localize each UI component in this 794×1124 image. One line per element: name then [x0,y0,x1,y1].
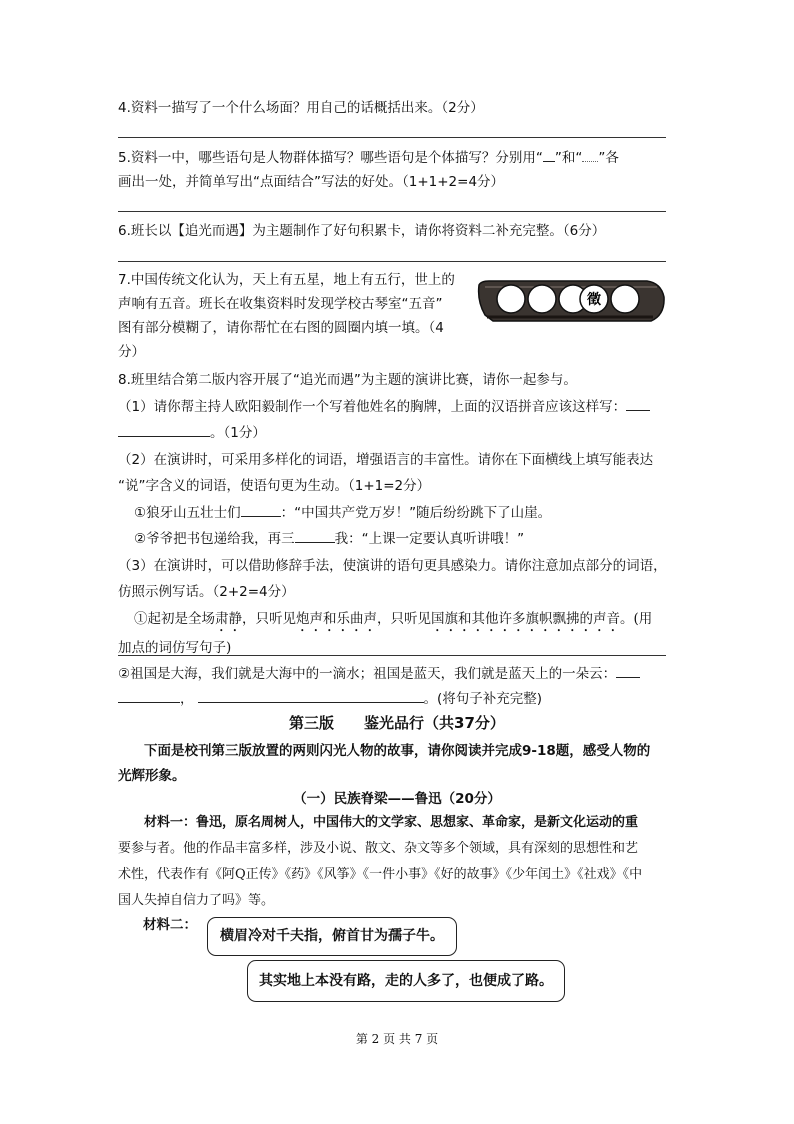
q5-text-line2: 画出一处，并简单写出“点面结合”写法的好处。（1+1+2=4分） [118,174,505,190]
q5-text-a: 5.资料一中，哪些语句是人物群体描写？哪些语句是个体描写？分别用“ [118,150,543,166]
material-1-l3: 术性，代表作有《阿Q正传》《药》《风筝》《一件小事》《好的故事》《少年闰土》《社戏》《中 [118,867,643,882]
example-dotted-1: 肃静 [215,610,242,627]
complete-blank-b[interactable] [118,688,180,703]
pinyin-blank-b[interactable] [118,422,210,437]
q7-line3: 图有部分模糊了，请你帮忙在右图的圆圈内填一填。（4 [118,320,444,336]
q8-part3-2b: ， [180,691,194,707]
tone-circle-1[interactable] [497,285,525,313]
q8-part3-sentence2 [118,662,678,712]
q8-part3-2c: 。(将句子补充完整) [423,691,543,707]
q7-line2: 声响有五音。班长在收集资料时发现学校古琴室“五音” [118,296,443,312]
q8-part3-example [118,611,652,627]
q8-part2-s2b: 我：“上课一定要认真听讲哦！” [334,531,525,547]
question-8 [118,367,678,661]
q5-text-b: ”和“ [554,150,583,166]
material-1 [118,810,678,914]
pinyin-blank-a[interactable] [626,396,650,411]
page-number: 第 2 页 共 7 页 [355,1032,439,1046]
quote-card-2: 其实地上本没有路，走的人多了，也便成了路。 [247,960,565,1002]
q8-intro: 8.班里结合第二版内容开展了“追光而遇”为主题的演讲比赛，请你一起参与。 [118,372,577,388]
q7-line1: 7.中国传统文化认为，天上有五星，地上有五行，世上的 [118,272,455,288]
section-3-title: 第三版 鉴光品行（共37分） [289,714,505,732]
question-7 [118,268,468,364]
example-text-3: ，只听见 [377,610,431,627]
guqin-five-tones-image [475,275,667,327]
say-blank-2[interactable] [295,528,335,543]
answer-line-q4[interactable] [118,137,666,138]
answer-line-q8-3[interactable] [118,655,666,656]
straight-underline-sample [543,147,555,162]
subsection-title-luxun: （一）民族脊梁——鲁迅（20分） [293,791,501,807]
tone-circle-char: 徵 [587,292,601,308]
q8-part2-s1b: ：“中国共产党万岁！”随后纷纷跳下了山崖。 [280,504,552,521]
example-dotted-3: 国旗和其他许多旗帜飘拂的声音 [431,610,620,627]
example-text-1: ①起初是全场 [134,610,215,627]
q8-part2-a: （2）在演讲时，可采用多样化的词语，增强语言的丰富性。请你在下面横线上填写能表达 [118,451,654,468]
complete-blank-a[interactable] [616,663,640,678]
section-3-intro-l1: 下面是校刊第三版放置的两则闪光人物的故事，请你阅读并完成9-18题，感受人物的 [144,743,651,759]
q8-part3-b: 仿照示例写话。（2+2=4分） [118,584,295,600]
say-blank-1[interactable] [241,502,281,517]
tone-circle-5[interactable] [611,285,639,313]
q8-part1-b: 。（1分） [210,425,266,441]
q8-part3-example-l2: 加点的词仿写句子) [118,639,232,656]
material-1-l4: 国人失掉自信力了吗》等。 [118,893,275,908]
q8-part2-s1a: ①狼牙山五壮士们 [134,504,241,521]
question-6: 6.班长以【追光而遇】为主题制作了好句积累卡，请你将资料二补充完整。（6分） [118,223,606,239]
complete-blank-c[interactable] [198,688,424,703]
material-1-l1: 材料一：鲁迅，原名周树人，中国伟大的文学家、思想家、革命家，是新文化运动的重 [144,815,639,830]
q8-part2-s2a: ②爷爷把书包递给我，再三 [134,531,295,547]
material-1-l2: 要参与者。他的作品丰富多样，涉及小说、散文、杂文等多个领域，具有深刻的思想性和艺 [118,841,639,856]
answer-line-q5[interactable] [118,211,666,212]
quote-card-1: 横眉冷对千夫指，俯首甘为孺子牛。 [207,917,457,956]
section-3-intro-l2: 光辉形象。 [118,768,186,784]
section-3-intro [118,739,678,789]
q5-text-c: ”各 [598,150,619,166]
question-4: 4.资料一描写了一个什么场面？用自己的话概括出来。（2分） [118,100,484,116]
wavy-underline-sample [582,147,598,162]
q8-part1-a: （1）请你帮主持人欧阳毅制作一个写着他姓名的胸牌，上面的汉语拼音应该这样写： [118,398,627,415]
tone-circle-2[interactable] [528,285,556,313]
example-text-2: ，只听见 [242,610,296,627]
example-text-4: 。(用 [620,610,653,627]
q8-part2-b: “说”字含义的词语，使语句更为生动。（1+1=2分） [118,478,431,494]
material-2-label: 材料二： [143,917,197,933]
q8-part3-2a: ②祖国是大海，我们就是大海中的一滴水；祖国是蓝天，我们就是蓝天上的一朵云： [118,666,617,682]
example-dotted-2: 炮声和乐曲声 [296,610,377,627]
q7-line4: 分） [118,344,145,360]
q8-part3-a: （3）在演讲时，可以借助修辞手法，使演讲的语句更具感染力。请你注意加点部分的词语， [118,557,667,574]
question-5 [118,146,668,194]
answer-line-q6[interactable] [118,261,666,262]
